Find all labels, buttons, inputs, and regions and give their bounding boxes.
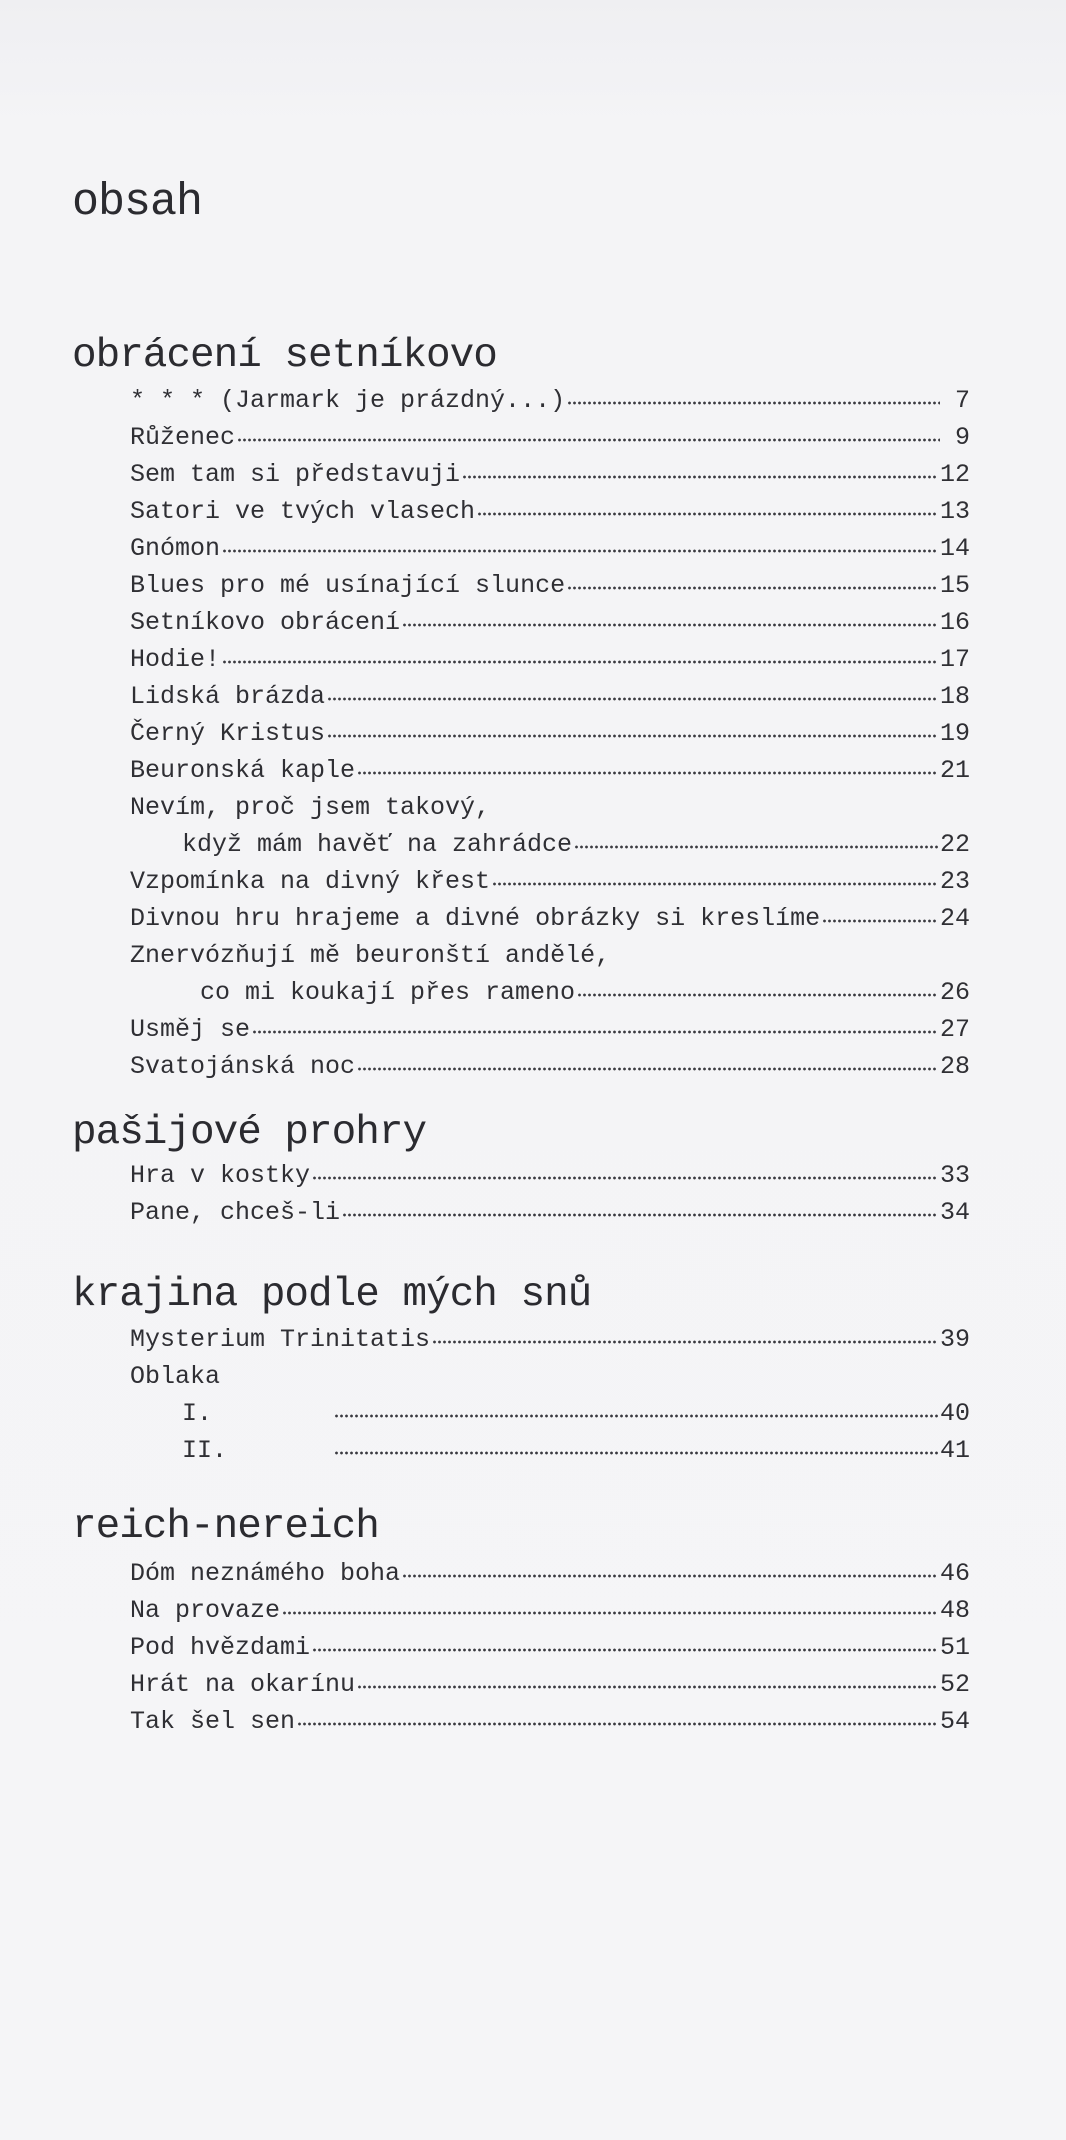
toc-list-section-3	[130, 1321, 970, 1469]
dot-leader	[402, 1574, 938, 1578]
dot-leader	[327, 697, 938, 701]
dot-leader	[822, 919, 938, 923]
dot-leader	[477, 512, 938, 516]
toc-entry[interactable]: Vzpomínka na divný křest 23	[130, 867, 970, 896]
toc-entry[interactable]: Mysterium Trinitatis 39	[130, 1325, 970, 1354]
dot-leader	[282, 1611, 938, 1615]
toc-entry[interactable]: Lidská brázda 18	[130, 682, 970, 711]
dot-leader	[432, 1340, 938, 1344]
dot-leader	[577, 993, 938, 997]
toc-entry[interactable]: Svatojánská noc 28	[130, 1052, 970, 1081]
toc-entry[interactable]: Hodie! 17	[130, 645, 970, 674]
toc-list-section-4	[130, 1555, 970, 1740]
dot-leader	[357, 1685, 938, 1689]
toc-entry-first-line: Nevím, proč jsem takový,	[130, 793, 491, 822]
toc-entry[interactable]: Gnómon 14	[130, 534, 970, 563]
toc-entry[interactable]: Beuronská kaple 21	[130, 756, 970, 785]
dot-leader	[334, 1414, 938, 1418]
dot-leader	[222, 549, 938, 553]
dot-leader	[357, 771, 938, 775]
toc-entry[interactable]: Sem tam si představuji 12	[130, 460, 970, 489]
toc-entry[interactable]: když mám havěť na zahrádce 22	[182, 830, 970, 859]
toc-list-section-1	[130, 382, 970, 1085]
dot-leader	[492, 882, 938, 886]
section-title-krajina-podle-mych-snu: krajina podle mých snů	[72, 1272, 592, 1318]
dot-leader	[312, 1648, 938, 1652]
toc-subheading: Oblaka	[130, 1362, 221, 1391]
toc-entry[interactable]: Setníkovo obrácení 16	[130, 608, 970, 637]
toc-entry[interactable]: II. 41	[182, 1436, 970, 1465]
toc-entry[interactable]: Pane, chceš-li 34	[130, 1198, 970, 1227]
dot-leader	[462, 475, 938, 479]
dot-leader	[342, 1213, 938, 1217]
page-title: obsah	[72, 177, 203, 228]
dot-leader	[297, 1722, 938, 1726]
dot-leader	[567, 401, 940, 405]
section-title-reich-nereich: reich-nereich	[72, 1504, 379, 1550]
dot-leader	[567, 586, 938, 590]
dot-leader	[334, 1451, 938, 1455]
toc-entry[interactable]: Usměj se 27	[130, 1015, 970, 1044]
toc-entry[interactable]: Tak šel sen 54	[130, 1707, 970, 1736]
toc-entry[interactable]: Černý Kristus 19	[130, 719, 970, 748]
toc-entry[interactable]: Blues pro mé usínající slunce 15	[130, 571, 970, 600]
section-title-pasijove-prohry: pašijové prohry	[72, 1110, 427, 1156]
toc-entry[interactable]: Hra v kostky 33	[130, 1161, 970, 1190]
toc-entry[interactable]: Hrát na okarínu 52	[130, 1670, 970, 1699]
toc-entry[interactable]: I. 40	[182, 1399, 970, 1428]
toc-entry-first-line: Znervózňují mě beuronští andělé,	[130, 941, 611, 970]
toc-entry[interactable]: Pod hvězdami 51	[130, 1633, 970, 1662]
dot-leader	[252, 1030, 938, 1034]
dot-leader	[357, 1067, 938, 1071]
dot-leader	[327, 734, 938, 738]
toc-list-section-2	[130, 1157, 970, 1231]
toc-entry[interactable]: Divnou hru hrajeme a divné obrázky si kreslíme 24	[130, 904, 970, 933]
toc-entry[interactable]: * * * (Jarmark je prázdný...) 7	[130, 386, 970, 415]
dot-leader	[312, 1176, 938, 1180]
toc-entry[interactable]: co mi koukají přes rameno 26	[200, 978, 970, 1007]
toc-entry[interactable]: Satori ve tvých vlasech 13	[130, 497, 970, 526]
section-title-obraceni-setnikovo: obrácení setníkovo	[72, 333, 497, 379]
toc-entry[interactable]: Růženec 9	[130, 423, 970, 452]
dot-leader	[574, 845, 938, 849]
toc-entry[interactable]: Na provaze 48	[130, 1596, 970, 1625]
dot-leader	[402, 623, 938, 627]
dot-leader	[222, 660, 938, 664]
toc-entry[interactable]: Dóm neznámého boha 46	[130, 1559, 970, 1588]
dot-leader	[237, 438, 940, 442]
